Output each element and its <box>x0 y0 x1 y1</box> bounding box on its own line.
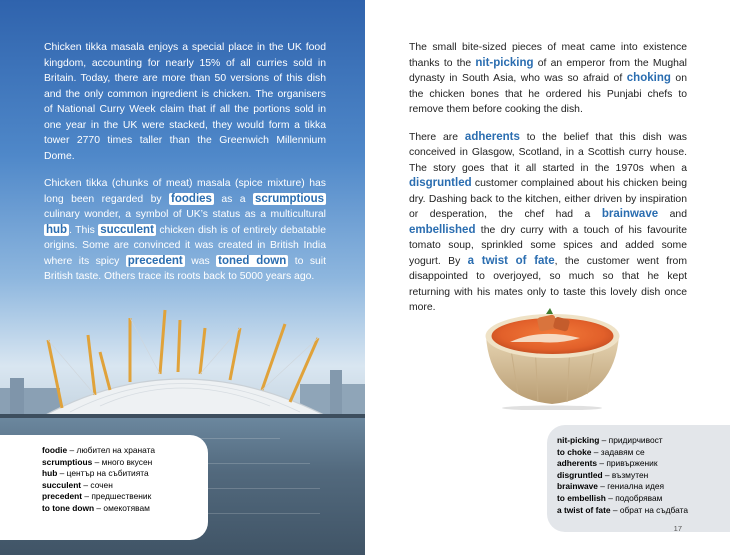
left-paragraph-1: Chicken tikka masala enjoys a special place in the UK food kingdom, accounting for nearly 15% of all curries sold in Britain. Today, there are more than 50 versions of this dish and the only common ingredient is chicken. The organisers of National Curry Week claim that if all the portions sold in one year in the UK were stacked, they would form a tikka tower 2770 times taller than the Greenwich Millennium Dome. <box>44 42 326 162</box>
glossary-entry: succulent – сочен <box>42 479 113 490</box>
highlight-choking: choking <box>626 72 671 84</box>
highlight-embellished: embellished <box>409 223 476 236</box>
highlight-disgruntled: disgruntled <box>409 177 472 189</box>
highlight-precedent: precedent <box>127 254 183 267</box>
page-footer-left <box>0 522 200 536</box>
footer-dot-icon <box>13 524 24 535</box>
glossary-entry: precedent – предшественик <box>42 491 152 502</box>
glossary-entry: foodie – любител на храната <box>42 445 156 455</box>
highlight-succulent: succulent <box>100 223 154 236</box>
glossary-entry: disgruntled – възмутен <box>557 469 649 480</box>
glossary-entry: nit-picking – придирчивост <box>557 435 663 445</box>
glossary-entry: scrumptious – много вкусен <box>42 456 153 467</box>
highlight-twist-of-fate: a twist of fate <box>467 254 555 267</box>
glossary-entry: to tone down – омекотявам <box>42 502 150 513</box>
right-body-text <box>409 40 687 328</box>
glossary-entry: hub – център на събитията <box>42 468 149 479</box>
glossary-entry: a twist of fate – обрат на съдбата <box>557 504 688 515</box>
curry-bowl-photo <box>480 298 625 410</box>
highlight-toned-down: toned down <box>218 254 287 267</box>
glossary-entry: to choke – задавям се <box>557 446 645 457</box>
page-number-right: 17 <box>673 524 682 533</box>
highlight-hub: hub <box>46 223 68 236</box>
highlight-nit-picking: nit-picking <box>475 56 534 69</box>
footer-dot-icon <box>26 524 37 535</box>
highlight-adherents: adherents <box>464 130 520 143</box>
glossary-entry: brainwave – гениална идея <box>557 481 665 492</box>
page-label-left: 16 CHICKEN TIKKA MASALA <box>45 524 152 534</box>
glossary-entry: to embellish – подобрявам <box>557 492 663 503</box>
left-paragraph-2: Chicken tikka (chunks of meat) masala (spice mixture) has long been regarded by foodies as a scrumptious culinary wonder, a symbol of UK’s status as a multicultural hub . This succulent chicken dish is of entirely debatable origins. Some are convinced it was created in British India where its spicy precedent was toned down to suit British taste. Others trace its roots back to 5000 years ago. <box>44 178 326 282</box>
highlight-foodies: foodies <box>171 192 212 205</box>
right-paragraph-2: There are adherents to the belief that this dish was conceived in Glasgow, Scotland, in a Scottish curry house. The story goes that it all started in the 1970s when a disgruntled customer complained about his chicken being dry. Dashing back to the kitchen, either driven by inspiration or desperation, the chef had a brainwave and embellished the dry curry with a touch of his favourite tomato soup, sprinkled some spices and added some yogurt. By a twist of fate, the customer went from disappointed to overjoyed, so much so that he kept returning with his mates only to taste this lovely dish once more. <box>409 130 688 313</box>
highlight-scrumptious: scrumptious <box>254 192 324 205</box>
right-page <box>365 0 730 555</box>
highlight-brainwave: brainwave <box>601 208 659 220</box>
footer-dot-icon <box>0 524 11 535</box>
left-body-text <box>44 40 326 297</box>
glossary-entry: adherents – привърженик <box>557 458 658 469</box>
glossary-box-right <box>547 425 730 532</box>
right-paragraph-1: The small bite-sized pieces of meat came into existence thanks to the nit-picking of an emperor from the Mughal dynasty in South Asia, who was so afraid of choking on the chicken bones that he ordered his Punjabi chefs to remove them before cooking the dish. <box>409 42 687 115</box>
